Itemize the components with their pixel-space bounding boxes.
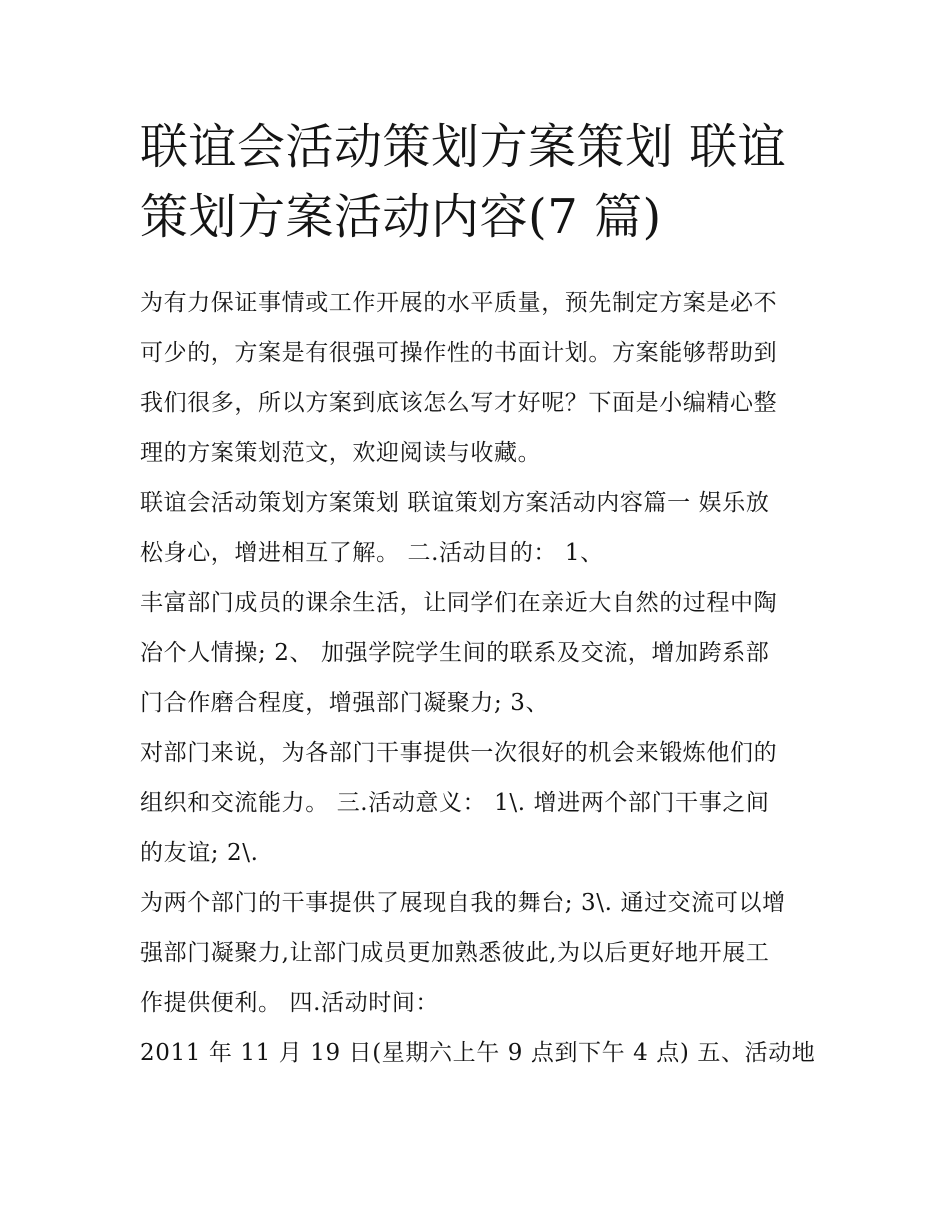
body-line: 联谊会活动策划方案策划 联谊策划方案活动内容篇一 娱乐放: [140, 490, 770, 516]
body-line: 强部门凝聚力,让部门成员更加熟悉彼此,为以后更好地开展工: [140, 940, 770, 966]
body-line: 丰富部门成员的课余生活，让同学们在亲近大自然的过程中陶: [140, 590, 778, 616]
body-line: 我们很多，所以方案到底该怎么写才好呢？下面是小编精心整: [140, 390, 778, 416]
body-line: 门合作磨合程度，增强部门凝聚力; 3、: [140, 690, 550, 716]
body-line: 2011 年 11 月 19 日(星期六上午 9 点到下午 4 点) 五、活动地: [140, 1040, 816, 1066]
body-line: 理的方案策划范文，欢迎阅读与收藏。: [140, 440, 542, 466]
body-line: 作提供便利。 四.活动时间：: [140, 990, 440, 1016]
body-line: 为有力保证事情或工作开展的水平质量，预先制定方案是必不: [140, 290, 778, 316]
body-line: 的友谊; 2\.: [140, 840, 259, 866]
title-line: 联谊会活动策划方案策划 联谊: [140, 119, 787, 175]
body-line: 可少的，方案是有很强可操作性的书面计划。方案能够帮助到: [140, 340, 778, 366]
body-line: 组织和交流能力。 三.活动意义： 1\. 增进两个部门干事之间: [140, 790, 770, 816]
body-line: 对部门来说，为各部门干事提供一次很好的机会来锻炼他们的: [140, 740, 778, 766]
document-body: [140, 278, 830, 1078]
body-line: 冶个人情操; 2、 加强学院学生间的联系及交流，增加跨系部: [140, 640, 770, 666]
body-line: 松身心，增进相互了解。 二.活动目的： 1、: [140, 540, 604, 566]
body-line: 为两个部门的干事提供了展现自我的舞台; 3\. 通过交流可以增: [140, 890, 786, 916]
document-title: [140, 112, 840, 252]
title-line: 策划方案活动内容(7 篇): [140, 189, 662, 245]
